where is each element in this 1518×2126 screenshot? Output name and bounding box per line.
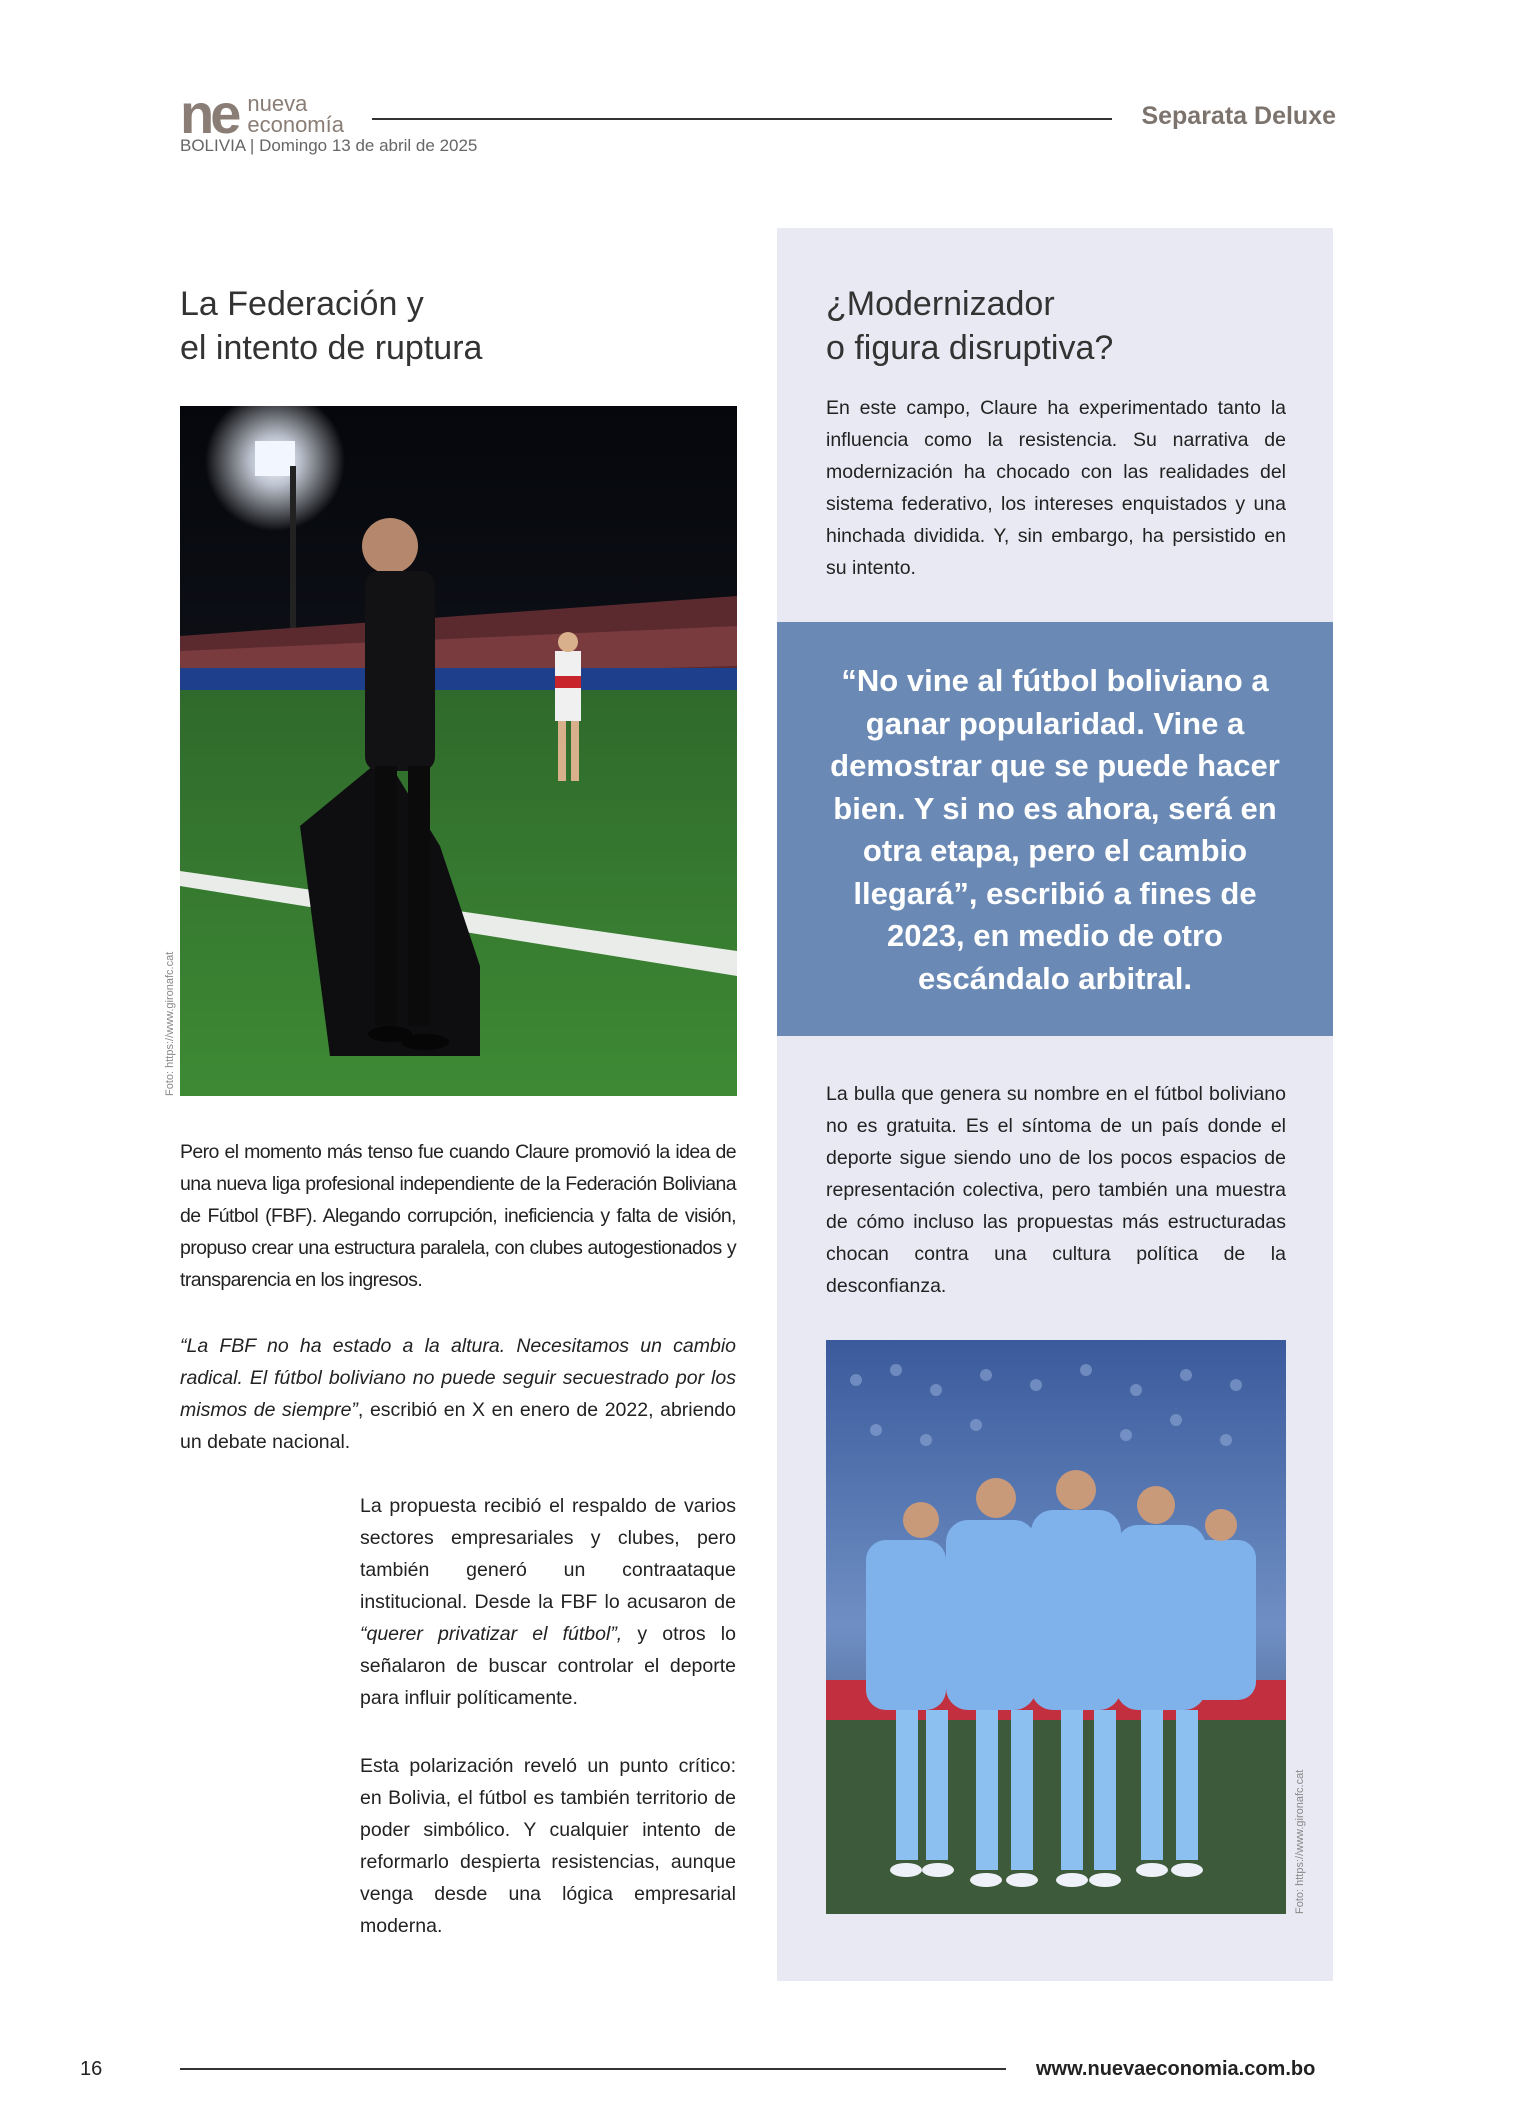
logo-line-2: economía <box>247 112 344 137</box>
stadium-photo <box>180 406 737 1096</box>
website-link[interactable]: www.nuevaeconomia.com.bo <box>1036 2058 1316 2080</box>
left-paragraph-3-start: La propuesta recibió el respaldo de varios sectores empresariales y clubes, pero también generó un contraataque institucional. Desde la FBF lo acusaron de <box>360 1495 736 1613</box>
footer-rule <box>180 2068 1006 2070</box>
team-celebration-photo <box>826 1340 1286 1914</box>
header-rule <box>372 118 1112 120</box>
left-paragraph-2-quote: “La FBF no ha estado a la altura. Necesitamos un cambio radical. El fútbol boliviano no puede seguir secuestrado por los mismos de siempre” <box>180 1335 736 1421</box>
logo <box>180 82 344 145</box>
stadium-photo-illustration <box>180 406 737 1096</box>
left-paragraph-4: Esta polarización reveló un punto crítico: en Bolivia, el fútbol es también territorio de poder simbólico. Y cualquier intento de reformarlo despierta resistencias, aunque venga desde una lógica empresarial moderna. <box>360 1755 736 1937</box>
logo-mark: ne <box>180 82 238 145</box>
page-number: 16 <box>80 2058 103 2080</box>
dateline: BOLIVIA | Domingo 13 de abril de 2025 <box>180 136 478 155</box>
logo-line-1: nueva <box>247 91 308 116</box>
right-paragraph-2: La bulla que genera su nombre en el fútbol boliviano no es gratuita. Es el síntoma de un país donde el deporte sigue siendo uno de los pocos espacios de representación colectiva, pero también una muestra de cómo incluso las propuestas más estructuradas chocan contra una cultura política de la desconfianza. <box>826 1083 1286 1297</box>
left-heading-line-1: La Federación y <box>180 285 424 323</box>
section-title: Separata Deluxe <box>1141 102 1336 130</box>
right-heading-line-1: ¿Modernizador <box>826 285 1055 323</box>
left-paragraph-2 <box>180 1330 736 1458</box>
left-heading-line-2: el intento de ruptura <box>180 329 483 367</box>
photo-credit-right: Foto: https://www.gironafc.cat <box>1294 1769 1306 1914</box>
photo-credit-left: Foto: https://www.gironafc.cat <box>164 951 176 1096</box>
left-paragraph-3-end: y otros lo señalaron de buscar controlar el deporte para influir políticamente. <box>360 1623 736 1709</box>
pull-quote: “No vine al fútbol boliviano a ganar popularidad. Vine a demostrar que se puede hacer bien. Y si no es ahora, será en otra etapa, pero el cambio llegará”, escribió a fines de 2023, en medio de otro escándalo arbitral. <box>830 663 1280 996</box>
left-paragraph-3-quote: “querer privatizar el fútbol”, <box>360 1623 623 1645</box>
left-paragraph-1: Pero el momento más tenso fue cuando Claure promovió la idea de una nueva liga profesional independiente de la Federación Boliviana de Fútbol (FBF). Alegando corrupción, ineficiencia y falta de visión, propuso crear una estructura paralela, con clubes autogestionados y transparencia en los ingresos. <box>180 1141 736 1291</box>
left-heading <box>180 282 482 370</box>
left-paragraph-2-rest: , escribió en X en enero de 2022, abriendo un debate nacional. <box>180 1399 736 1453</box>
right-paragraph-1: En este campo, Claure ha experimentado tanto la influencia como la resistencia. Su narrativa de modernización ha chocado con las realidades del sistema federativo, los intereses enquistados y una hinchada dividida. Y, sin embargo, ha persistido en su intento. <box>826 397 1286 579</box>
left-paragraph-3 <box>360 1490 736 1714</box>
right-heading-line-2: o figura disruptiva? <box>826 329 1114 367</box>
logo-wordmark <box>247 93 344 135</box>
right-heading <box>826 282 1113 370</box>
team-photo-illustration <box>826 1340 1286 1914</box>
